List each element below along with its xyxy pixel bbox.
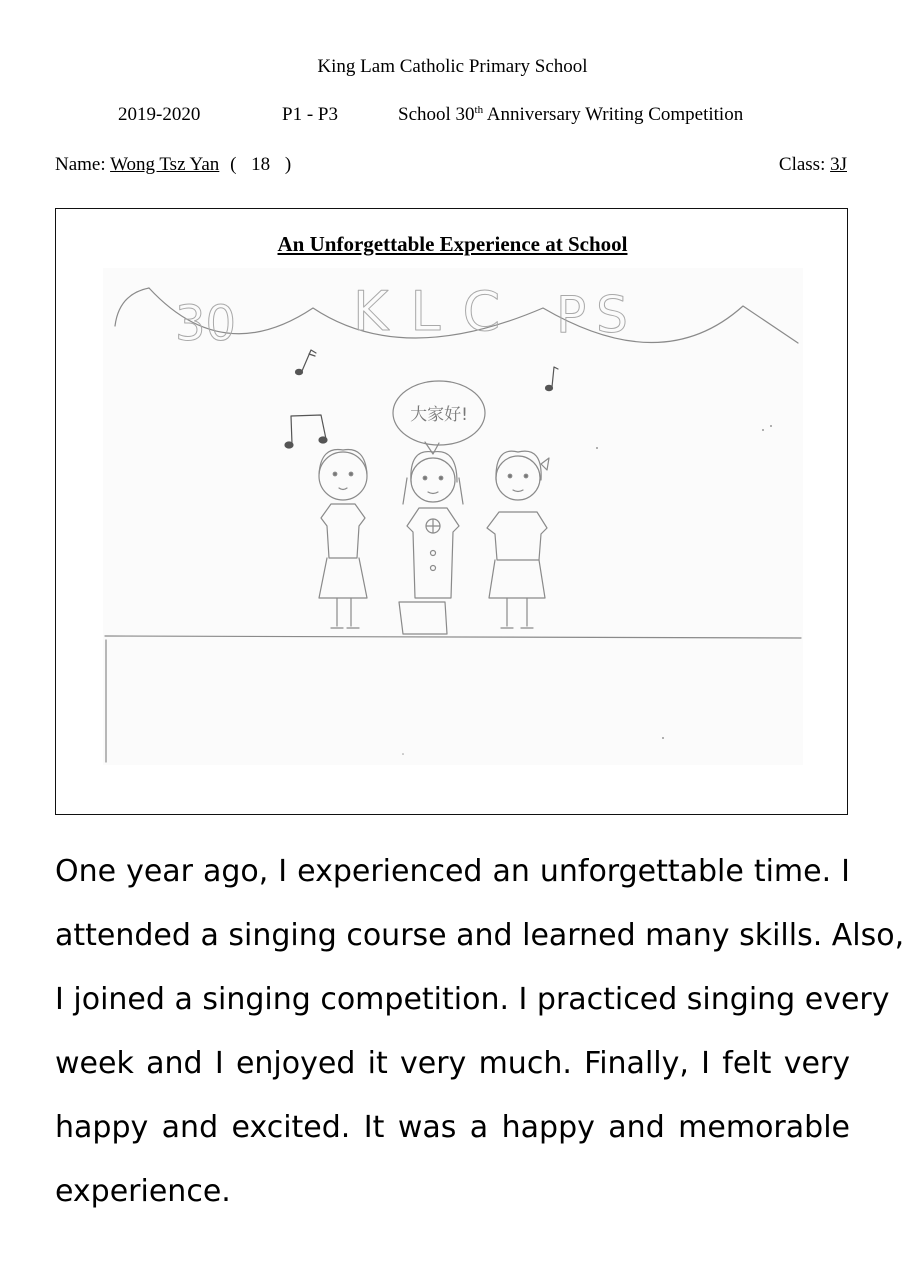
banner-30: 30: [175, 296, 237, 352]
banner-klc: KLC: [353, 280, 523, 343]
essay-line: happy and excited. It was a happy and memorable: [55, 1110, 850, 1145]
academic-year: 2019-2020: [118, 104, 201, 125]
name-label: Name:: [55, 154, 106, 175]
grade-range: P1 - P3: [282, 104, 338, 125]
banner-ps: PS: [556, 286, 638, 344]
competition-title-pre: School 30: [398, 104, 475, 125]
school-name: King Lam Catholic Primary School: [317, 56, 588, 77]
essay-line: week and I enjoyed it very much. Finally, I felt very: [55, 1046, 850, 1081]
number-close-paren: ): [284, 154, 292, 175]
student-number: 18: [251, 154, 271, 175]
essay-text: [55, 840, 905, 1224]
class-label: Class:: [778, 154, 826, 175]
essay-line: attended a singing course and learned many skills. Also,: [55, 918, 905, 953]
essay-line: One year ago, I experienced an unforgettable time. I: [55, 854, 850, 889]
competition-title: [398, 104, 743, 126]
essay-line: I joined a singing competition. I practiced singing every: [55, 982, 890, 1017]
speech-text: 大家好!: [410, 405, 468, 425]
class-info: [779, 154, 847, 176]
class-value: 3J: [830, 154, 847, 175]
student-info-row: [55, 154, 847, 176]
competition-title-post: Anniversary Writing Competition: [483, 104, 744, 125]
stage-drawing: [103, 268, 803, 765]
number-open-paren: (: [230, 154, 237, 175]
essay-line: experience.: [55, 1174, 231, 1209]
competition-title-sup: th: [474, 104, 484, 116]
student-name: Wong Tsz Yan: [110, 154, 220, 175]
drawing-title: An Unforgettable Experience at School: [277, 232, 628, 256]
